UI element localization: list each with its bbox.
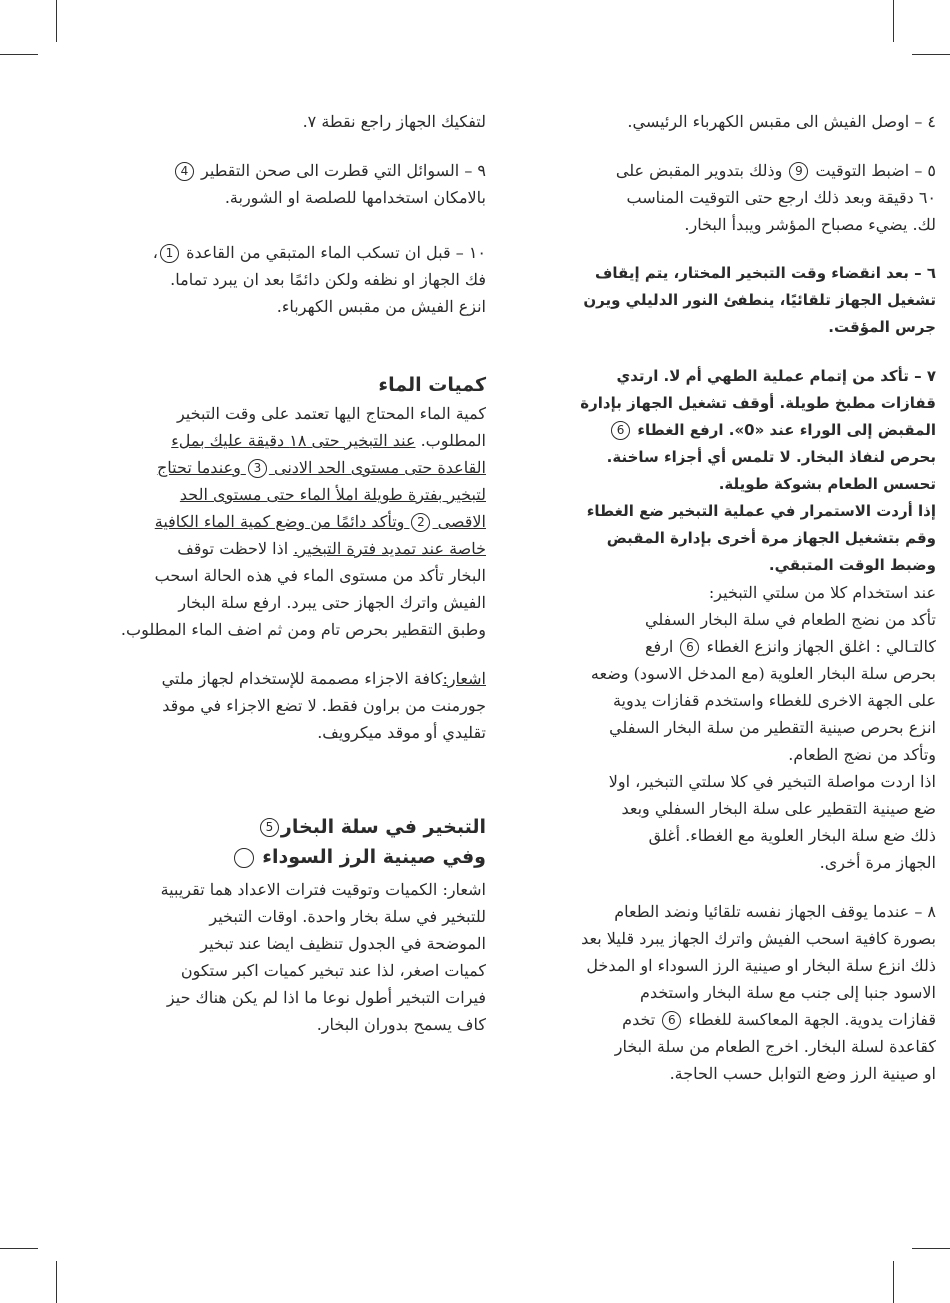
text-span: القاعدة حتى مستوى الحد الادنى [273,458,486,477]
text-line: الفيش واترك الجهاز حتى يبرد. ارفع سلة البخار [178,593,486,612]
text-line: ٧ – تأكد من إتمام عملية الطهي أم لا. ارتدي [616,367,936,385]
step-8 [490,898,936,1087]
text-span: ٥ – اضبط التوقيت [815,161,936,180]
text-line: ٤ – اوصل الفيش الى مقبس الكهرباء الرئيسي. [627,112,936,131]
underlined-text: عند التبخير حتى ١٨ دقيقة عليك بملء [171,431,416,450]
text-line: ذلك انزع سلة البخار او صينية الرز السوداء او المدخل [586,956,936,975]
text-line: كقاعدة لسلة البخار. اخرج الطعام من سلة البخار [614,1037,936,1056]
crop-mark [56,1261,57,1303]
text-line [108,239,486,266]
text-line: وضبط الوقت المتبقي. [768,556,936,574]
left-column [108,108,486,1060]
text-span: ، [152,243,158,262]
text-line: البخار تأكد من مستوى الماء في هذه الحالة اسحب [154,566,486,585]
text-line: ٦ – بعد انقضاء وقت التبخير المختار، يتم إيقاف [594,264,936,282]
text-line: للتبخير في سلة بخار واحدة. اوقات التبخير [209,907,486,926]
text-line: انزع بحرص صينية التقطير من سلة البخار السفلي [609,718,936,737]
circled-number-icon: 5 [260,818,279,837]
underlined-text: خاصة عند تمديد فترة التبخير. [293,539,486,558]
text-line: وطبق التقطير بحرص تام ومن ثم اضف الماء المطلوب. [120,620,486,639]
steaming-heading [108,812,486,842]
text-line: كمية الماء المحتاج اليها تعتمد على وقت التبخير [176,404,486,423]
text-line: تقليدي أو موقد ميكرويف. [317,723,486,742]
text-line: قفازات مطبخ طويلة. أوقف تشغيل الجهاز بإدارة [580,394,936,412]
text-line: الاسود جنبا إلى جنب مع سلة البخار واستخدم [640,983,936,1002]
circled-number-icon: 2 [411,513,430,532]
water-quantities-heading: كميات الماء [378,374,486,396]
crop-mark [0,54,38,55]
text-span: قفازات يدوية. الجهة المعاكسة للغطاء [688,1010,936,1029]
water-quantities-text [108,400,486,643]
text-line: لتفكيك الجهاز راجع نقطة ٧. [302,112,486,131]
text-line: جرس المؤقت. [828,318,936,336]
text-span: ٩ – السوائل التي قطرت الى صحن التقطير [201,161,486,180]
text-line: ذلك ضع سلة البخار العلوية مع الغطاء. أغلق [648,826,936,845]
text-line: إذا أردت الاستمرار في عملية التبخير ضع الغطاء [586,502,936,520]
text-span: وتأكد دائمًا من وضع كمية الماء الكافية [154,512,405,531]
text-line [108,665,486,692]
text-line: كاف يسمح بدوران البخار. [316,1015,486,1034]
text-line: انزع الفيش من مقبس الكهرباء. [276,297,486,316]
crop-mark [893,1261,894,1303]
step-6 [490,260,936,341]
step-10 [108,239,486,320]
crop-mark [912,54,950,55]
text-line [108,508,486,535]
text-line: الجهاز مرة أخرى. [819,853,936,872]
step-7-main [490,363,936,579]
step-9 [108,157,486,211]
disassemble-note [108,108,486,135]
text-span: كافة الاجزاء مصممة للإستخدام لجهاز ملتي [161,669,443,688]
step-7 [490,363,936,876]
empty-circle-icon [234,848,254,868]
text-line: تحسس الطعام بشوكة طويلة. [718,475,936,493]
text-line: بحرص لنفاذ البخار. لا تلمس أي أجزاء ساخنة. [606,448,936,466]
text-line: تأكد من نضج الطعام في سلة البخار السفلي [645,610,936,629]
text-line: فك الجهاز او نظفه ولكن دائمًا بعد ان يبرد تماما. [170,270,486,289]
crop-mark [893,0,894,42]
text-span: الاقصى [437,512,486,531]
text-line: اذا اردت مواصلة التبخير في كلا سلتي التبخير، اولا [608,772,936,791]
text-line: بصورة كافية اسحب الفيش واترك الجهاز يبرد قليلا بعد [581,929,936,948]
text-line: او صينية الرز وضع التوابل حسب الحاجة. [669,1064,936,1083]
step-7-two-baskets [490,579,936,876]
text-span: كالتـالي : اغلق الجهاز وانزع الغطاء [706,637,936,656]
text-span: وذلك بتدوير المقبض على [615,161,783,180]
text-span: المطلوب. [420,431,486,450]
text-line: لتبخير بفترة طويلة املأ الماء حتى مستوى الحد [179,485,486,504]
notice [108,665,486,746]
text-line: ضع صينية التقطير على سلة البخار السفلي وبعد [621,799,936,818]
text-line [490,1006,936,1033]
text-line [490,417,936,444]
circled-number-icon: 4 [175,162,194,181]
text-line: عند استخدام كلا من سلتي التبخير: [708,583,936,602]
text-line: جورمنت من براون فقط. لا تضع الاجزاء في موقد [162,696,486,715]
text-line: بحرص سلة البخار العلوية (مع المدخل الاسود) وضعه [590,664,936,683]
text-line [108,427,486,454]
text-line: بالامكان استخدامها للصلصة او الشوربة. [224,188,486,207]
text-line: لك. يضيء مصباح المؤشر ويبدأ البخار. [684,215,936,234]
text-line: ٦٠ دقيقة وبعد ذلك ارجع حتى التوقيت المناسب [626,188,936,207]
text-span: اذا لاحظت توقف [177,539,289,558]
text-line: كميات اصغر، لذا عند تبخير كميات اكبر ستكون [180,961,486,980]
circled-number-icon: 3 [248,459,267,478]
heading-text: وفي صينية الرز السوداء [262,846,486,868]
text-line [108,454,486,481]
text-span: ١٠ – قبل ان تسكب الماء المتبقي من القاعدة [186,243,486,262]
text-line: تشغيل الجهاز تلقائيًا، ينطفئ النور الدليلي ويرن [583,291,936,309]
text-line [490,633,936,660]
heading-text: التبخير في سلة البخار [280,816,486,838]
text-line: على الجهة الاخرى للغطاء واستخدم قفازات يدوية [612,691,936,710]
text-line: ٨ – عندما يوقف الجهاز نفسه تلقائيا ونضد الطعام [614,902,936,921]
text-line: الموضحة في الجدول تنظيف ايضا عند تبخير [200,934,486,953]
step-5 [490,157,936,238]
text-line: فيرات التبخير أطول نوعا ما اذا لم يكن هناك حيز [166,988,486,1007]
step-4 [490,108,936,135]
circled-number-icon: 6 [611,421,630,440]
text-line [490,157,936,184]
circled-number-icon: 9 [789,162,808,181]
circled-number-icon: 6 [662,1011,681,1030]
notice-label: اشعار: [442,669,486,688]
crop-mark [0,1248,38,1249]
right-column [490,108,936,1109]
text-span: ارفع [645,637,674,656]
text-line [108,535,486,562]
text-line: اشعار: الكميات وتوقيت فترات الاعداد هما تقريبية [160,880,486,899]
text-line: وتأكد من نضج الطعام. [788,745,936,764]
text-line: وقم بتشغيل الجهاز مرة أخرى بإدارة المقبض [606,529,936,547]
circled-number-icon: 6 [680,638,699,657]
crop-mark [912,1248,950,1249]
text-line [108,157,486,184]
text-span: وعندما تحتاج [156,458,241,477]
text-span: المقبض إلى الوراء عند «0». ارفع الغطاء [637,421,936,439]
steaming-text [108,876,486,1038]
crop-mark [56,0,57,42]
circled-number-icon: 1 [160,244,179,263]
text-span: تخدم [622,1010,656,1029]
rice-tray-heading [108,842,486,872]
